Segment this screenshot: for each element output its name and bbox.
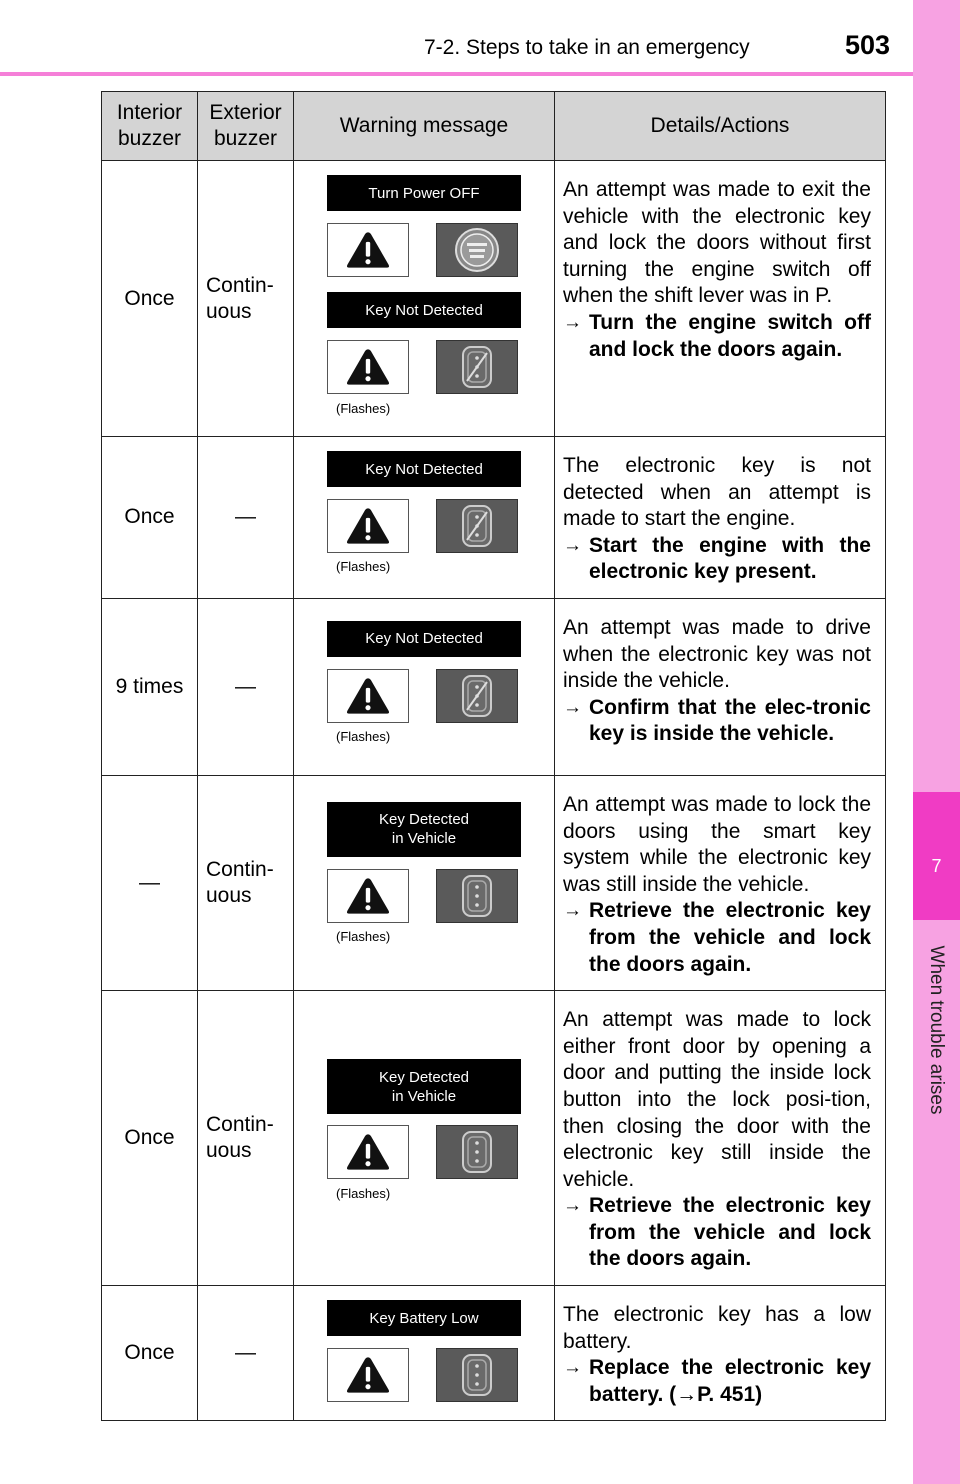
details-cell — [555, 991, 886, 1286]
arrow-icon: → — [563, 1195, 582, 1217]
electronic-key-icon — [436, 869, 518, 923]
action-text: Turn the engine switch off and lock the doors again. — [589, 310, 871, 361]
details-text: An attempt was made to lock either front door by opening a door and putting the inside lock button into the lock posi-tion, then closing the door with the electronic key still inside the vehicle. — [563, 1008, 871, 1191]
warning-triangle-icon — [327, 499, 409, 553]
warning-triangle-icon — [327, 340, 409, 394]
interior-buzzer-cell: Once — [102, 161, 198, 437]
details-cell — [555, 1286, 886, 1421]
header-details-actions: Details/Actions — [555, 92, 886, 161]
flashes-label: (Flashes) — [336, 928, 391, 944]
table-row — [102, 161, 886, 437]
action-item — [563, 533, 871, 586]
details-text: An attempt was made to lock the doors using the smart key system while the electronic key was still inside the vehicle. — [563, 792, 871, 896]
exterior-buzzer-cell: Contin- uous — [198, 161, 294, 437]
header-interior-buzzer: Interior buzzer — [102, 92, 198, 161]
action-text: Start the engine with the electronic key present. — [589, 533, 871, 584]
table-row — [102, 991, 886, 1286]
warning-triangle-icon — [327, 223, 409, 277]
warning-message-cell — [294, 161, 555, 437]
action-item — [563, 898, 871, 978]
display-message: Key Detected in Vehicle — [327, 1059, 521, 1114]
details-text: The electronic key is not detected when an attempt is made to start the engine. — [563, 454, 871, 531]
display-message: Key Not Detected — [327, 292, 521, 328]
arrow-icon: → — [563, 1357, 582, 1379]
warning-message-cell — [294, 598, 555, 775]
details-text: An attempt was made to exit the vehicle with the electronic key and lock the doors without first turning the engine switch off when the shift lever was in P. — [563, 178, 871, 308]
chapter-title: When trouble arises — [926, 945, 947, 1115]
key-not-detected-icon — [436, 340, 518, 394]
table-row — [102, 1286, 886, 1421]
arrow-icon: → — [563, 311, 582, 333]
warning-message-cell — [294, 775, 555, 990]
action-text: Retrieve the electronic key from the vehicle and lock the doors again. — [589, 1194, 871, 1271]
arrow-icon: → — [563, 900, 582, 922]
details-cell — [555, 437, 886, 599]
page-number: 503 — [845, 30, 891, 60]
warning-triangle-icon — [327, 869, 409, 923]
interior-buzzer-cell: 9 times — [102, 598, 198, 775]
interior-buzzer-cell: Once — [102, 1286, 198, 1421]
details-cell — [555, 598, 886, 775]
display-message: Key Not Detected — [327, 451, 521, 487]
display-message: Turn Power OFF — [327, 175, 521, 211]
flashes-label: (Flashes) — [336, 559, 391, 574]
arrow-icon: → — [563, 534, 582, 556]
action-item — [563, 310, 871, 363]
flashes-label: (Flashes) — [336, 401, 391, 416]
arrow-icon: → — [563, 696, 582, 718]
warning-message-cell — [294, 437, 555, 599]
exterior-buzzer-cell: Contin- uous — [198, 775, 294, 990]
action-text: Retrieve the electronic key from the vehicle and lock the doors again. — [589, 899, 871, 976]
warning-message-cell — [294, 1286, 555, 1421]
key-not-detected-icon — [436, 499, 518, 553]
interior-buzzer-cell: — — [102, 775, 198, 990]
side-tab — [913, 0, 960, 1484]
action-text: Replace the electronic key battery. (→P. 451) — [589, 1356, 871, 1406]
section-title: 7-2. Steps to take in an emergency — [424, 36, 750, 59]
electronic-key-icon — [436, 1125, 518, 1179]
table-row — [102, 775, 886, 990]
exterior-buzzer-cell: — — [198, 437, 294, 599]
details-cell — [555, 161, 886, 437]
action-item — [563, 695, 871, 748]
warning-triangle-icon — [327, 1125, 409, 1179]
table-row — [102, 598, 886, 775]
engine-switch-icon — [436, 223, 518, 277]
display-message: Key Not Detected — [327, 621, 521, 657]
exterior-buzzer-cell: — — [198, 1286, 294, 1421]
warning-triangle-icon — [327, 669, 409, 723]
flashes-label: (Flashes) — [336, 1186, 391, 1202]
details-cell — [555, 775, 886, 990]
chapter-number: 7 — [931, 856, 942, 876]
key-not-detected-icon — [436, 669, 518, 723]
details-text: An attempt was made to drive when the electronic key was not inside the vehicle. — [563, 615, 871, 693]
warning-message-cell — [294, 991, 555, 1286]
table-row — [102, 437, 886, 599]
details-text: The electronic key has a low battery. — [563, 1303, 871, 1353]
flashes-label: (Flashes) — [336, 728, 391, 744]
header-divider — [0, 72, 913, 76]
warning-triangle-icon — [327, 1348, 409, 1402]
action-item — [563, 1355, 871, 1408]
display-message: Key Battery Low — [327, 1300, 521, 1336]
exterior-buzzer-cell: Contin- uous — [198, 991, 294, 1286]
display-message: Key Detected in Vehicle — [327, 802, 521, 857]
electronic-key-icon — [436, 1348, 518, 1402]
header-exterior-buzzer: Exterior buzzer — [198, 92, 294, 161]
warning-table — [101, 91, 886, 1421]
action-item — [563, 1193, 871, 1273]
action-text: Confirm that the elec-tronic key is inside the vehicle. — [589, 695, 871, 746]
table-header-row — [102, 92, 886, 161]
interior-buzzer-cell: Once — [102, 991, 198, 1286]
interior-buzzer-cell: Once — [102, 437, 198, 599]
exterior-buzzer-cell: — — [198, 598, 294, 775]
header-warning-message: Warning message — [294, 92, 555, 161]
